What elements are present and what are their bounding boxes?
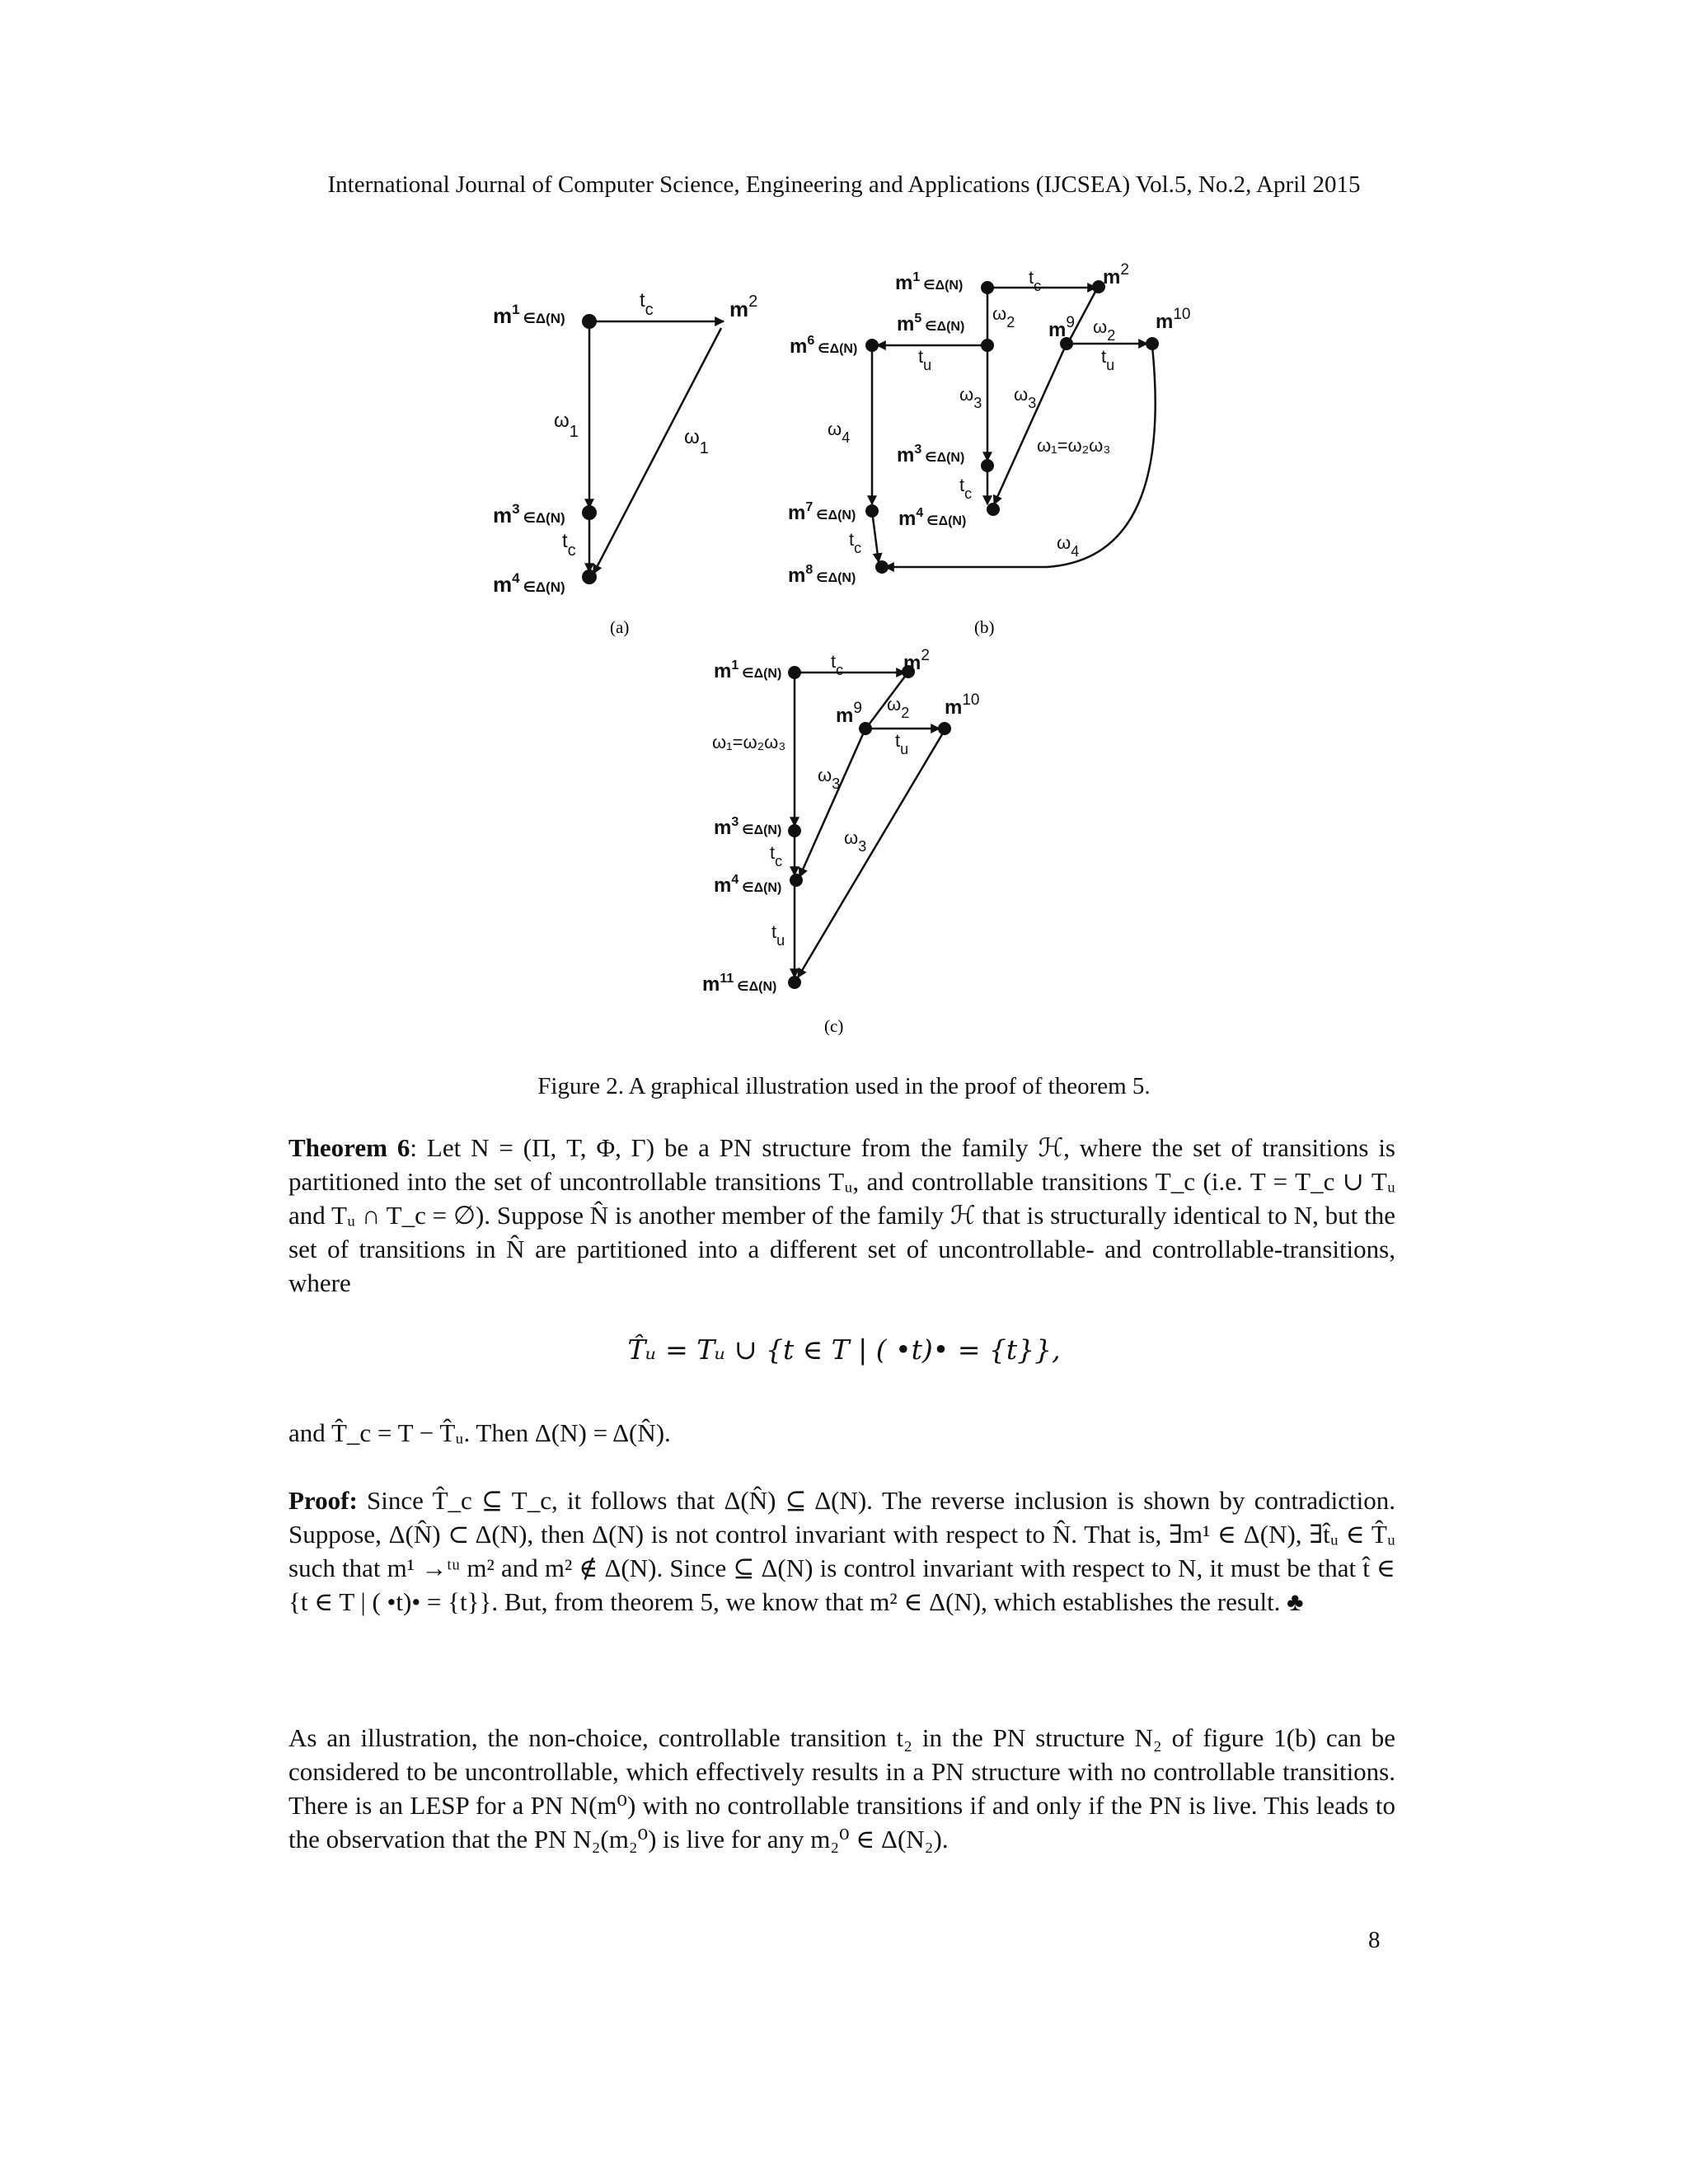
svg-text:m1∈Δ(N): $m^1_{\in\Delta(N)}$: [493, 302, 565, 328]
svg-text:tc: $t_c$: [831, 651, 844, 678]
svg-text:m5∈Δ(N): $m^5_{\in\Delta(N)}$: [897, 312, 965, 335]
svg-text:ω3: $\omega_3$: [844, 827, 867, 855]
running-header: International Journal of Computer Science, Engineering and Applications (IJCSEA) Vol.5, No.2, April 2015: [327, 171, 1361, 198]
svg-text:ω₁=ω₂ω₃: ω₁=ω₂ω₃: [1037, 435, 1111, 456]
theorem-6: [288, 1131, 1395, 1300]
svg-text:tc: $t_c$: [849, 529, 862, 556]
edge-b-m9-m4: [994, 344, 1067, 504]
illustration-paragraph: [288, 1721, 1395, 1856]
and-line: [288, 1416, 1395, 1450]
node-b-m10: [1146, 337, 1159, 350]
theorem-title: Theorem 6: [288, 1133, 410, 1162]
proof-title: Proof:: [288, 1486, 358, 1515]
svg-text:m3∈Δ(N): $m^3_{\in\Delta(N)}$: [897, 443, 965, 466]
svg-text:ω3: $\omega_3$: [818, 765, 841, 792]
node-b-m5: [981, 339, 994, 352]
svg-text:m9: $m^9$: [1048, 314, 1075, 341]
svg-text:m11∈Δ(N): $m^{11}_{\in\Delta(N)}$: [702, 972, 777, 996]
svg-text:tu: $t_u$: [1101, 346, 1115, 373]
svg-text:m3∈Δ(N): $m^3_{\in\Delta(N)}$: [493, 501, 565, 527]
svg-text:m9: $m^9$: [836, 700, 862, 727]
svg-text:m1∈Δ(N): $m^1_{\in\Delta(N)}$: [895, 270, 964, 294]
svg-text:m8∈Δ(N): $m^8_{\in\Delta(N)}$: [788, 563, 856, 587]
node-b-m1: [981, 281, 994, 294]
svg-text:ω4: $\omega_4$: [828, 419, 851, 446]
svg-text:ω3: $\omega_3$: [1014, 384, 1037, 411]
node-a-m4: [582, 569, 597, 584]
node-b-m8: [875, 560, 889, 574]
theorem-text: : Let N = (Π, T, Φ, Γ) be a PN structure from the family ℋ, where the set of transitions is partitioned into the set of uncontrollable transitions Tᵤ, and controllable transitions T_c (i.e. T = T_c ∪ Tᵤ and Tᵤ ∩ T_c = ∅). Suppose N̂ is another member of the family ℋ that is structurally identical to N, but the set of transitions in N̂ are partitioned into a different set of uncontrollable- and controllable-transitions, where: [288, 1133, 1395, 1297]
svg-text:m3∈Δ(N): $m^3_{\in\Delta(N)}$: [714, 815, 782, 839]
node-b-m4: [987, 503, 1000, 516]
node-c-m9: [859, 722, 872, 735]
figure-2: [0, 0, 1688, 1063]
equation-tu-hat: T̂ᵤ = Tᵤ ∪ {t ∈ T | ( •t)• = {t}},: [627, 1333, 1061, 1366]
svg-text:m1∈Δ(N): $m^1_{\in\Delta(N)}$: [714, 658, 782, 682]
svg-text:tc: $t_c$: [1029, 267, 1042, 294]
svg-text:ω3: $\omega_3$: [959, 384, 982, 411]
panel-c: [702, 647, 979, 1036]
svg-text:tu: $t_u$: [895, 730, 909, 757]
paragraph-text: As an illustration, the non-choice, controllable transition t₂ in the PN structure N₂ of figure 1(b) can be considered to be uncontrollable, which effectively results in a PN structure with no controllable transitions. There is an LESP for a PN N(m⁰) with no controllable transitions if and only if the PN is live. This leads to the observation that the PN N₂(m₂⁰) is live for any m₂⁰ ∈ Δ(N₂).: [288, 1723, 1395, 1854]
svg-text:ω2: $\omega_2$: [887, 694, 910, 721]
svg-text:ω₁=ω₂ω₃: ω₁=ω₂ω₃: [712, 732, 786, 752]
node-c-m11: [788, 976, 801, 989]
svg-text:tc: $t_c$: [640, 289, 654, 319]
node-b-m6: [865, 339, 879, 352]
node-c-m3: [788, 824, 801, 837]
svg-text:m10: $m^{10}$: [945, 691, 980, 719]
svg-text:ω1: $\omega_1$: [684, 426, 709, 457]
svg-text:m10: $m^{10}$: [1156, 306, 1191, 333]
node-a-m3: [582, 505, 597, 520]
svg-text:m6∈Δ(N): $m^6_{\in\Delta(N)}$: [790, 334, 858, 358]
svg-text:ω4: $\omega_4$: [1057, 532, 1080, 560]
and-line-text: and T̂_c = T − T̂ᵤ. Then Δ(N) = Δ(N̂).: [288, 1418, 671, 1447]
proof-text: Since T̂_c ⊆ T_c, it follows that Δ(N̂) ⊆ Δ(N). The reverse inclusion is shown by contradiction. Suppose, Δ(N̂) ⊂ Δ(N), then Δ(N) is not control invariant with respect to N̂. That is, ∃m¹ ∈ Δ(N), ∃t̂ᵤ ∈ T̂ᵤ such that m¹ →ᵗᵘ m² and m² ∉ Δ(N). Since ⊆ Δ(N) is control invariant with respect to N, it must be that t̂ ∈ {t ∈ T | ( •t)• = {t}}. But, from theorem 5, we know that m² ∈ Δ(N), which establishes the result. ♣: [288, 1486, 1395, 1616]
svg-text:m4∈Δ(N): $m^4_{\in\Delta(N)}$: [493, 570, 565, 597]
panel-b-label: (b): [974, 617, 995, 637]
panel-c-label: (c): [824, 1016, 844, 1036]
svg-text:ω2: $\omega_2$: [1093, 316, 1116, 344]
node-a-m1: [582, 314, 597, 329]
node-c-m10: [938, 722, 951, 735]
svg-text:m2: $m^2$: [1103, 261, 1129, 288]
svg-text:m2: $m^2$: [903, 647, 930, 674]
panel-a-label: (a): [610, 617, 630, 637]
node-c-m1: [788, 666, 801, 679]
node-c-m4: [790, 874, 803, 887]
node-b-m3: [981, 459, 994, 472]
edge-b-m7-m8: [872, 511, 879, 562]
svg-text:tc: $t_c$: [562, 530, 576, 560]
panel-a: [493, 289, 757, 637]
svg-text:m2: $m^2$: [729, 293, 758, 321]
node-b-m7: [865, 504, 879, 518]
svg-text:m7∈Δ(N): $m^7_{\in\Delta(N)}$: [788, 500, 856, 524]
svg-text:m4∈Δ(N): $m^4_{\in\Delta(N)}$: [898, 506, 967, 530]
svg-text:tc: $t_c$: [770, 842, 783, 869]
svg-text:tu: $t_u$: [918, 346, 932, 373]
svg-text:tc: $t_c$: [959, 475, 973, 502]
edge-c-m9-m4: [799, 729, 865, 877]
svg-text:m4∈Δ(N): $m^4_{\in\Delta(N)}$: [714, 873, 782, 897]
svg-text:ω2: $\omega_2$: [992, 303, 1015, 330]
svg-text:ω1: $\omega_1$: [554, 410, 579, 441]
panel-b: [788, 261, 1190, 637]
figure-caption: Figure 2. A graphical illustration used in the proof of theorem 5.: [537, 1073, 1151, 1099]
proof: [288, 1483, 1395, 1619]
page-number: 8: [1368, 1927, 1381, 1953]
svg-text:tu: $t_u$: [771, 921, 785, 949]
